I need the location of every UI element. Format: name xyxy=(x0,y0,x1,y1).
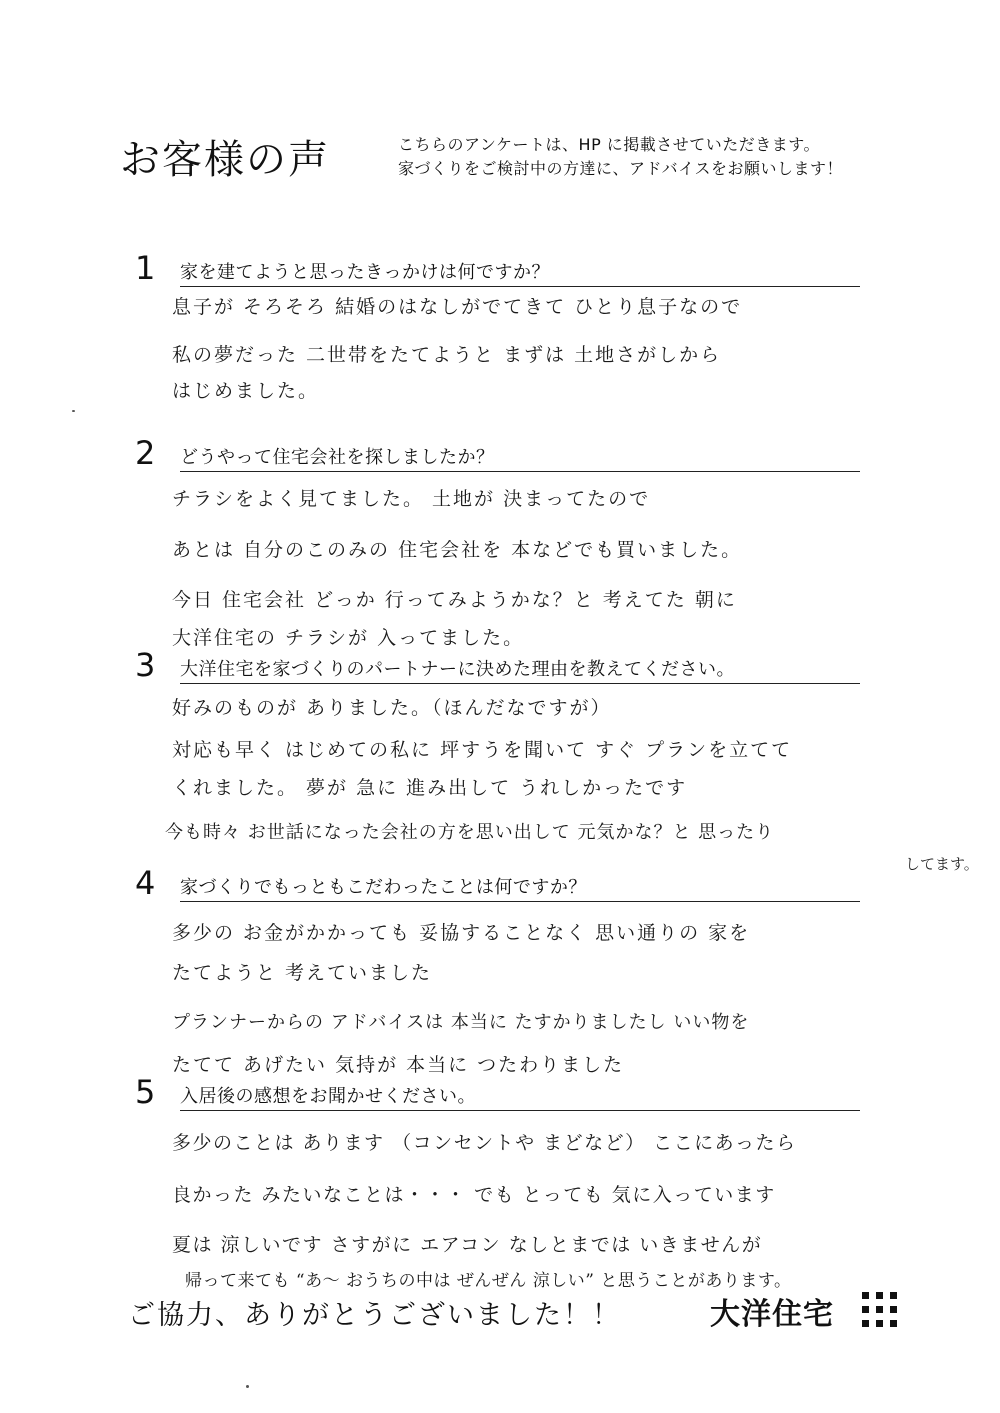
answer-4-line-3: プランナーからの アドバイスは 本当に たすかりましたし いい物を xyxy=(172,1012,750,1033)
question-number: 1 xyxy=(135,249,156,287)
answer-2-line-2: あとは 自分のこのみの 住宅会社を 本などでも買いました。 xyxy=(172,539,743,561)
answer-1-line-3: はじめました。 xyxy=(172,380,320,402)
question-text: 家づくりでもっともこだわったことは何ですか？ xyxy=(180,877,587,898)
answer-1-line-1: 息子が そろそろ 結婚のはなしがでてきて ひとり息子なので xyxy=(172,296,743,318)
answer-3-line-2: 対応も早く はじめての私に 坪すうを聞いて すぐ プランを立てて xyxy=(172,739,793,761)
intro-text xyxy=(398,133,843,181)
intro-line-1: こちらのアンケートは、HP に掲載させていただきます。 xyxy=(398,135,821,154)
answer-3-line-3: くれました。 夢が 急に 進み出して うれしかったです xyxy=(172,777,688,799)
question-text: 大洋住宅を家づくりのパートナーに決めた理由を教えてください。 xyxy=(180,659,735,680)
question-text: 入居後の感想をお聞かせください。 xyxy=(180,1086,476,1107)
answer-4-line-2: たてようと 考えていました xyxy=(172,962,433,984)
question-underline xyxy=(180,286,860,287)
answer-2-line-1: チラシをよく見てました。 土地が 決まってたので xyxy=(172,488,651,510)
answer-2-line-4: 大洋住宅の チラシが 入ってました。 xyxy=(172,627,525,649)
answer-4-line-4: たてて あげたい 気持が 本当に つたわりました xyxy=(172,1054,625,1076)
answer-5-line-1: 多少のことは あります （コンセントや まどなど） ここにあったら xyxy=(172,1132,797,1154)
answer-2-line-3: 今日 住宅会社 どっか 行ってみようかな？と 考えてた 朝に xyxy=(172,589,737,611)
question-number: 5 xyxy=(135,1073,156,1111)
question-underline xyxy=(180,683,860,684)
answer-5-line-4: 帰って来ても “あ～ おうちの中は ぜんぜん 涼しい” と思うことがあります。 xyxy=(185,1271,792,1291)
question-text: 家を建てようと思ったきっかけは何ですか？ xyxy=(180,262,550,283)
answer-4-line-1: 多少の お金がかかっても 妥協することなく 思い通りの 家を xyxy=(172,922,751,944)
scan-speck xyxy=(246,1385,249,1388)
question-underline xyxy=(180,471,860,472)
answer-3-line-1: 好みのものが ありました。（ほんだなですが） xyxy=(172,697,612,719)
question-underline xyxy=(180,901,860,902)
company-name: 大洋住宅 xyxy=(710,1297,834,1332)
answer-3-line-4: 今も時々 お世話になった会社の方を思い出して 元気かな？と 思ったり xyxy=(165,822,775,843)
company-logo-icon xyxy=(862,1292,898,1328)
thanks-message: ご協力、ありがとうございました！！ xyxy=(128,1300,621,1331)
intro-line-2: 家づくりをご検討中の方達に、アドバイスをお願いします！ xyxy=(398,159,844,178)
question-underline xyxy=(180,1110,860,1111)
answer-3-line-5: してます。 xyxy=(905,855,979,873)
question-text: どうやって住宅会社を探しましたか？ xyxy=(180,447,495,468)
answer-5-line-2: 良かった みたいなことは・・・ でも とっても 気に入っています xyxy=(172,1184,776,1206)
scan-speck xyxy=(72,410,75,412)
question-number: 2 xyxy=(135,434,156,472)
answer-5-line-3: 夏は 涼しいです さすがに エアコン なしとまでは いきませんが xyxy=(172,1234,763,1256)
question-number: 3 xyxy=(135,646,156,684)
answer-1-line-2: 私の夢だった 二世帯をたてようと まずは 土地さがしから xyxy=(172,344,722,366)
question-number: 4 xyxy=(135,864,156,902)
page-title: お客様の声 xyxy=(120,137,330,183)
